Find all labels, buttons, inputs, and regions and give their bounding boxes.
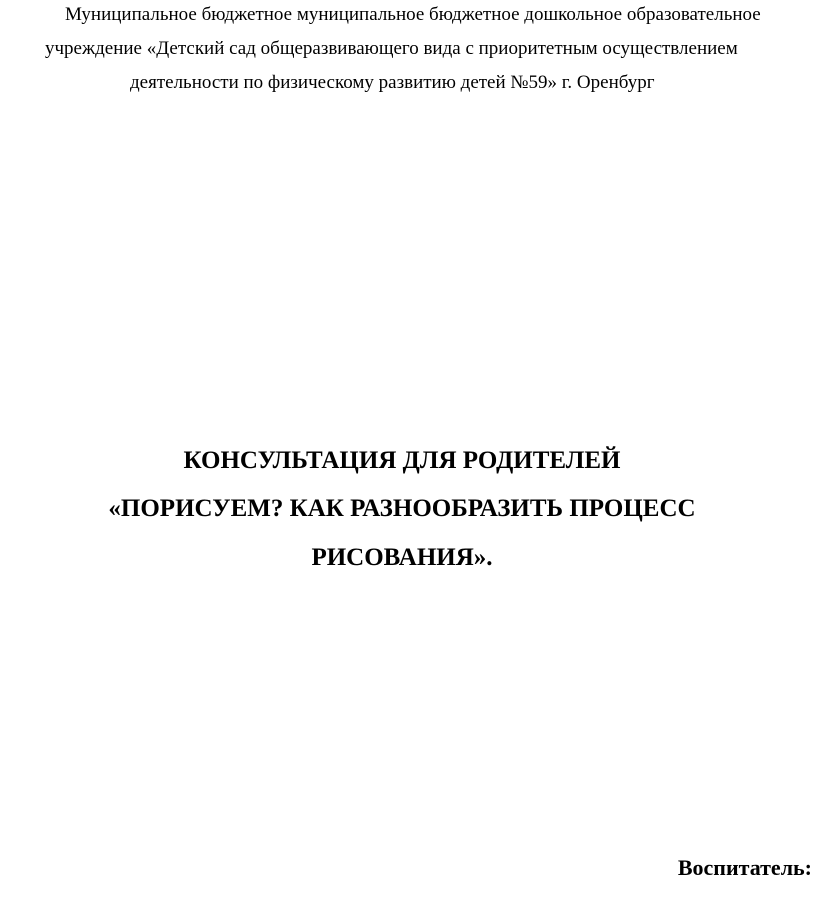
institution-header-line-2: учреждение «Детский сад общеразвивающего вида с приоритетным осуществлением [45, 38, 738, 59]
document-title-line-1: КОНСУЛЬТАЦИЯ ДЛЯ РОДИТЕЛЕЙ [183, 447, 621, 474]
author-label: Воспитатель: [677, 855, 812, 880]
document-title-line-2: «ПОРИСУЕМ? КАК РАЗНООБРАЗИТЬ ПРОЦЕСС [108, 495, 696, 522]
institution-header-line-3: деятельности по физическому развитию детей №59» г. Оренбург [130, 72, 655, 93]
document-title-line-3: РИСОВАНИЯ». [311, 544, 493, 571]
institution-header-line-1: Муниципальное бюджетное муниципальное бюджетное дошкольное образовательное [65, 4, 761, 25]
